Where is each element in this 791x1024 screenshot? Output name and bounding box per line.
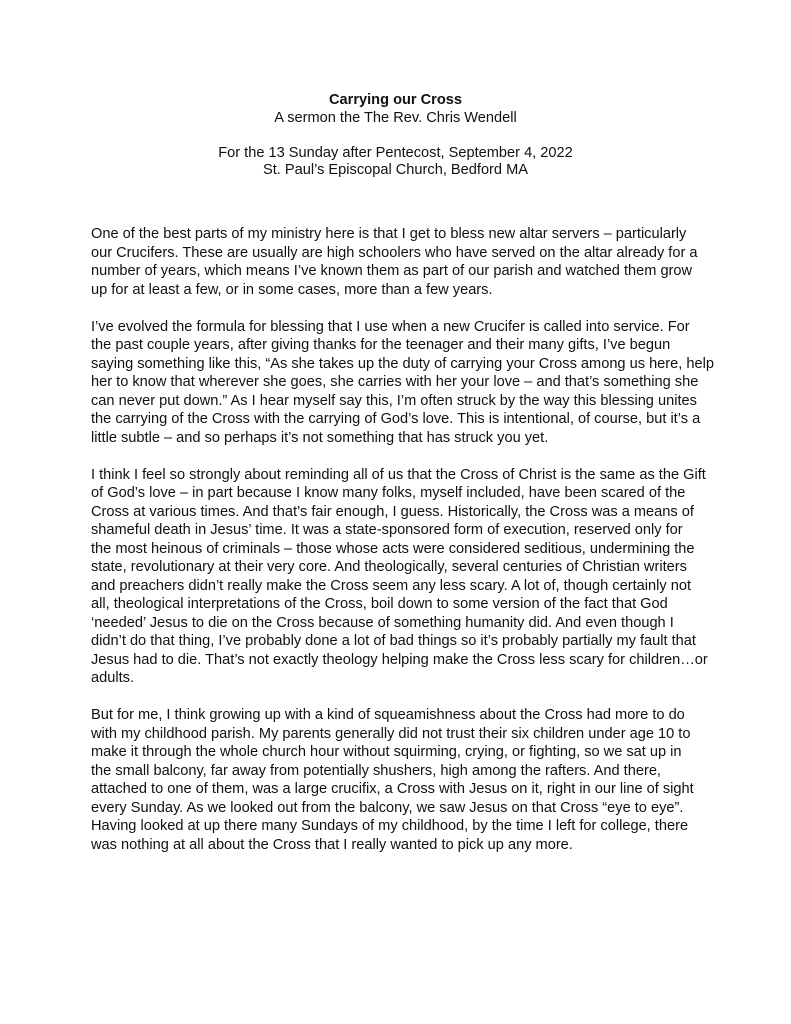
sermon-location: St. Paul’s Episcopal Church, Bedford MA (263, 162, 528, 178)
paragraph-line: our Crucifers. These are usually are high schoolers who have served on the altar already for a (91, 244, 698, 261)
paragraph-line: all, theological interpretations of the Cross, boil down to some version of the fact that God (91, 596, 668, 612)
paragraph-line: Cross at various times. And that’s fair enough, I guess. Historically, the Cross was a means of (91, 503, 694, 520)
paragraph-line: the most heinous of criminals – those whose acts were considered seditious, undermining the (91, 540, 695, 557)
sermon-header (0, 92, 791, 180)
paragraph-line: Jesus had to die. That’s not exactly theology helping make the Cross less scary for children…or (91, 651, 708, 668)
paragraph-line: One of the best parts of my ministry here is that I get to bless new altar servers – particularly (91, 226, 687, 242)
paragraph-line: make it through the whole church hour without squirming, crying, or fighting, so we sat up in (91, 744, 682, 760)
paragraph-line: of God’s love – in part because I know many folks, myself included, have been scared of the (91, 485, 686, 501)
paragraph-line: didn’t do that thing, I’ve probably done a lot of bad things so it’s probably partially my fault that (91, 633, 696, 649)
paragraph-line: I’ve evolved the formula for blessing that I use when a new Crucifer is called into service. For (91, 318, 690, 335)
paragraph-line: number of years, which means I’ve known them as part of our parish and watched them grow (91, 263, 693, 279)
sermon-occasion: For the 13 Sunday after Pentecost, September 4, 2022 (218, 144, 573, 161)
paragraph-line: with my childhood parish. My parents generally did not trust their six children under age 10 to (91, 725, 691, 742)
paragraph-line: up for at least a few, or in some cases, more than a few years. (91, 281, 493, 298)
sermon-title: Carrying our Cross (329, 92, 462, 108)
paragraph-line: the past couple years, after giving thanks for the teenager and their many gifts, I’ve begun (91, 337, 671, 353)
paragraph-line: attached to one of them, was a large crucifix, a Cross with Jesus on it, right in our line of sight (91, 781, 694, 797)
paragraph-line: I think I feel so strongly about reminding all of us that the Cross of Christ is the same as the Gift (91, 466, 706, 483)
paragraph-line: ‘needed’ Jesus to die on the Cross because of something humanity did. And even though I (91, 614, 674, 631)
paragraph (91, 466, 716, 688)
paragraph-line: the carrying of the Cross with the carrying of God’s love. This is intentional, of course, but it’s a (91, 411, 701, 427)
sermon-byline: A sermon the The Rev. Chris Wendell (274, 109, 517, 126)
paragraph-line: But for me, I think growing up with a kind of squeamishness about the Cross had more to do (91, 707, 685, 723)
sermon-body (91, 225, 716, 873)
paragraph-line: was nothing at all about the Cross that I really wanted to pick up any more. (91, 836, 573, 853)
paragraph-line: adults. (91, 670, 134, 686)
paragraph (91, 225, 716, 299)
paragraph-line: her to know that wherever she goes, she carries with her your love – and that’s something she (91, 374, 699, 390)
paragraph-line: can never put down.” As I hear myself say this, I’m often struck by the way this blessing unites (91, 392, 697, 409)
paragraph-line: the small balcony, far away from potentially shushers, high among the rafters. And there, (91, 762, 661, 779)
paragraph (91, 318, 716, 448)
paragraph-line: state, revolutionary at their very core. And theologically, several centuries of Christian writers (91, 559, 687, 575)
paragraph-line: and preachers didn’t really make the Cross seem any less scary. A lot of, though certainly not (91, 577, 691, 594)
paragraph (91, 706, 716, 854)
paragraph-line: little subtle – and so perhaps it’s not something that has struck you yet. (91, 429, 549, 446)
paragraph-line: shameful death in Jesus’ time. It was a state-sponsored form of execution, reserved only for (91, 522, 683, 538)
paragraph-line: every Sunday. As we looked out from the balcony, we saw Jesus on that Cross “eye to eye”. (91, 799, 684, 816)
paragraph-line: saying something like this, “As she takes up the duty of carrying your Cross among us here, help (91, 355, 714, 372)
paragraph-line: Having looked at up there many Sundays of my childhood, by the time I left for college, there (91, 818, 689, 834)
